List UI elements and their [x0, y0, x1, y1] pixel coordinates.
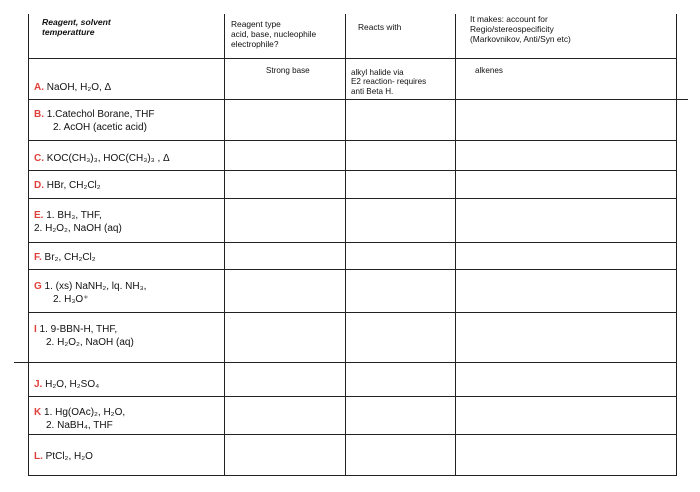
row-K-reagent: K 1. Hg(OAc)₂, H₂O, 2. NaBH₄, THF [34, 407, 126, 431]
row-divider-E [28, 242, 677, 243]
row-letter: I [34, 324, 37, 335]
row-letter: B. [34, 109, 44, 120]
row-letter: A. [34, 82, 44, 93]
row-divider-A [28, 99, 688, 100]
row-letter: D. [34, 180, 44, 191]
header-divider [28, 58, 677, 59]
header-reagent: Reagent, solvent temperatture [42, 17, 111, 38]
example-reacts-with: alkyl halide via E2 reaction- requires anti Beta H. [351, 68, 427, 96]
row-D-reagent: D. HBr, CH₂Cl₂ [34, 180, 101, 191]
row-letter: J. [34, 379, 43, 390]
row-divider-K [28, 434, 677, 435]
row-divider-C [28, 170, 677, 171]
row-letter: F. [34, 252, 42, 263]
table-bottom-border [28, 475, 677, 476]
table-left-border [28, 14, 29, 476]
row-F-reagent: F. Br₂, CH₂Cl₂ [34, 252, 96, 263]
header-reagent-type: Reagent type acid, base, nucleophile electrophile? [231, 19, 317, 49]
row-I-reagent: I 1. 9-BBN-H, THF, 2. H₂O₂, NaOH (aq) [34, 324, 134, 348]
row-divider-J [28, 396, 677, 397]
example-reagent-type: Strong base [266, 66, 310, 75]
example-makes: alkenes [475, 66, 503, 75]
table-right-border [676, 14, 677, 476]
column-divider-3 [455, 14, 456, 476]
row-A-reagent: A. NaOH, H₂O, Δ [34, 82, 112, 93]
row-letter: E. [34, 210, 44, 221]
row-letter: C. [34, 153, 44, 164]
row-E-reagent: E. 1. BH₃, THF, 2. H₂O₂, NaOH (aq) [34, 210, 122, 234]
row-divider-D [28, 198, 677, 199]
row-letter: K [34, 407, 42, 418]
row-C-reagent: C. KOC(CH₃)₃, HOC(CH₃)₃ , Δ [34, 153, 170, 164]
row-divider-G [28, 312, 677, 313]
row-letter: L. [34, 451, 43, 462]
row-G-reagent: G 1. (xs) NaNH₂, lq. NH₃, 2. H₃O⁺ [34, 281, 147, 305]
header-it-makes: It makes: account for Regio/stereospecificity (Markovnikov, Anti/Syn etc) [470, 14, 571, 44]
header-reacts-with: Reacts with [358, 22, 402, 32]
row-L-reagent: L. PtCl₂, H₂O [34, 451, 93, 462]
row-letter: G [34, 281, 42, 292]
row-J-reagent: J. H₂O, H₂SO₄ [34, 379, 100, 390]
row-divider-I [14, 362, 677, 363]
row-divider-F [28, 269, 677, 270]
column-divider-2 [345, 14, 346, 476]
column-divider-1 [224, 14, 225, 476]
row-B-reagent: B. 1.Catechol Borane, THF 2. AcOH (acetic acid) [34, 109, 155, 133]
row-divider-B [28, 140, 677, 141]
